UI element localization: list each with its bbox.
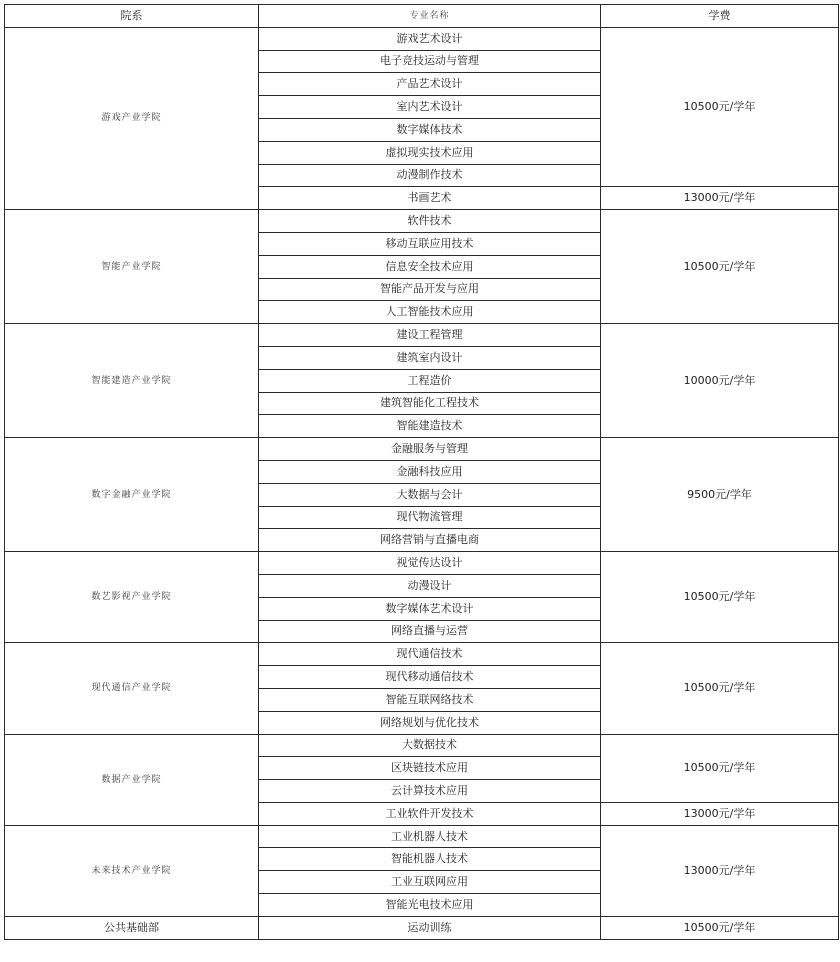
tuition-fee: 13000元/学年 [601, 187, 839, 210]
major-name: 大数据技术 [259, 734, 601, 757]
department-name: 数字金融产业学院 [5, 438, 259, 552]
major-name: 现代移动通信技术 [259, 666, 601, 689]
major-name: 移动互联应用技术 [259, 232, 601, 255]
department-name: 游戏产业学院 [5, 27, 259, 209]
table-row [5, 210, 839, 233]
department-name: 数艺影视产业学院 [5, 552, 259, 643]
table-row [5, 438, 839, 461]
table-row [5, 324, 839, 347]
major-name: 动漫制作技术 [259, 164, 601, 187]
department-name: 公共基础部 [5, 916, 259, 939]
major-name: 虚拟现实技术应用 [259, 141, 601, 164]
major-name: 智能光电技术应用 [259, 894, 601, 917]
major-name: 书画艺术 [259, 187, 601, 210]
major-name: 动漫设计 [259, 574, 601, 597]
tuition-fee: 10500元/学年 [601, 643, 839, 734]
major-name: 云计算技术应用 [259, 780, 601, 803]
tuition-fee: 10500元/学年 [601, 916, 839, 939]
major-name: 网络直播与运营 [259, 620, 601, 643]
table-row [5, 734, 839, 757]
tuition-fee: 10500元/学年 [601, 552, 839, 643]
department-name: 智能建造产业学院 [5, 324, 259, 438]
tuition-table-body [5, 5, 839, 940]
tuition-fee: 10000元/学年 [601, 324, 839, 438]
major-name: 大数据与会计 [259, 483, 601, 506]
table-row [5, 27, 839, 50]
major-name: 网络营销与直播电商 [259, 529, 601, 552]
major-name: 工程造价 [259, 369, 601, 392]
table-row [5, 643, 839, 666]
tuition-fee: 10500元/学年 [601, 27, 839, 187]
major-name: 室内艺术设计 [259, 96, 601, 119]
major-name: 数字媒体技术 [259, 118, 601, 141]
major-name: 产品艺术设计 [259, 73, 601, 96]
major-name: 智能产品开发与应用 [259, 278, 601, 301]
header-fee: 学费 [601, 5, 839, 28]
tuition-fee: 10500元/学年 [601, 210, 839, 324]
major-name: 信息安全技术应用 [259, 255, 601, 278]
header-department: 院系 [5, 5, 259, 28]
major-name: 现代物流管理 [259, 506, 601, 529]
major-name: 建筑室内设计 [259, 346, 601, 369]
tuition-fee: 13000元/学年 [601, 825, 839, 916]
tuition-table [4, 4, 839, 940]
major-name: 工业软件开发技术 [259, 802, 601, 825]
major-name: 人工智能技术应用 [259, 301, 601, 324]
department-name: 未来技术产业学院 [5, 825, 259, 916]
table-row [5, 916, 839, 939]
major-name: 智能机器人技术 [259, 848, 601, 871]
tuition-fee: 9500元/学年 [601, 438, 839, 552]
major-name: 电子竞技运动与管理 [259, 50, 601, 73]
major-name: 金融服务与管理 [259, 438, 601, 461]
major-name: 运动训练 [259, 916, 601, 939]
department-name: 数据产业学院 [5, 734, 259, 825]
department-name: 智能产业学院 [5, 210, 259, 324]
major-name: 软件技术 [259, 210, 601, 233]
major-name: 视觉传达设计 [259, 552, 601, 575]
major-name: 智能互联网络技术 [259, 688, 601, 711]
major-name: 金融科技应用 [259, 460, 601, 483]
major-name: 网络规划与优化技术 [259, 711, 601, 734]
table-row [5, 825, 839, 848]
major-name: 游戏艺术设计 [259, 27, 601, 50]
tuition-fee: 13000元/学年 [601, 802, 839, 825]
major-name: 数字媒体艺术设计 [259, 597, 601, 620]
major-name: 现代通信技术 [259, 643, 601, 666]
header-row [5, 5, 839, 28]
tuition-fee: 10500元/学年 [601, 734, 839, 802]
major-name: 智能建造技术 [259, 415, 601, 438]
header-major: 专业名称 [259, 5, 601, 28]
department-name: 现代通信产业学院 [5, 643, 259, 734]
major-name: 建筑智能化工程技术 [259, 392, 601, 415]
major-name: 建设工程管理 [259, 324, 601, 347]
major-name: 工业机器人技术 [259, 825, 601, 848]
table-row [5, 552, 839, 575]
major-name: 工业互联网应用 [259, 871, 601, 894]
major-name: 区块链技术应用 [259, 757, 601, 780]
